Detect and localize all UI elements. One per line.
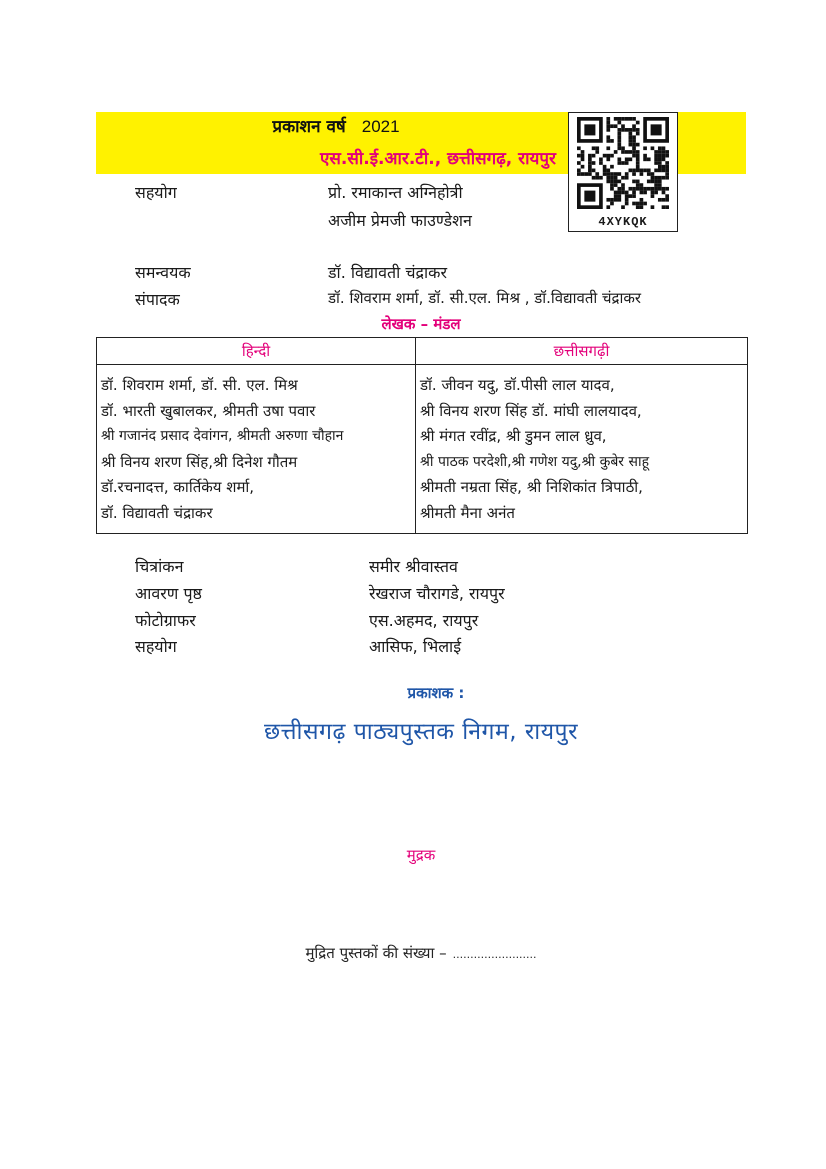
author-line: श्रीमती मैना अनंत xyxy=(420,503,515,522)
credit-label: फोटोग्राफर xyxy=(135,611,196,630)
chhattisgarhi-authors xyxy=(416,365,748,534)
publisher-org: एस.सी.ई.आर.टी., छत्तीसगढ़, रायपुर xyxy=(319,149,556,169)
credit-value: डॉ. विद्यावती चंद्राकर xyxy=(328,263,448,282)
author-board-table xyxy=(96,337,748,534)
author-line: श्री विनय शरण सिंह,श्री दिनेश गौतम xyxy=(101,452,298,471)
author-line: श्री विनय शरण सिंह डॉ. मांघी लालयादव, xyxy=(420,401,642,420)
qr-code-icon xyxy=(577,117,669,209)
printed-copies-blank: ........................ xyxy=(452,948,537,961)
author-line: डॉ. शिवराम शर्मा, डॉ. सी. एल. मिश्र xyxy=(101,376,298,394)
publication-year-label: प्रकाशन वर्ष xyxy=(272,117,346,137)
author-line: श्रीमती नम्रता सिंह, श्री निशिकांत त्रिपाठी, xyxy=(420,478,643,497)
publication-year xyxy=(96,114,576,137)
credit-label: संपादक xyxy=(135,290,180,309)
author-line: डॉ. भारती खुबालकर, श्रीमती उषा पवार xyxy=(101,401,316,420)
column-header-chhattisgarhi: छत्तीसगढ़ी xyxy=(416,338,748,365)
author-line: श्री गजानंद प्रसाद देवांगन, श्रीमती अरुणा चौहान xyxy=(101,428,344,445)
author-line: डॉ. जीवन यदु, डॉ.पीसी लाल यादव, xyxy=(420,376,615,394)
credit-label: सहयोग xyxy=(135,637,177,656)
credit-value: अजीम प्रेमजी फाउण्डेशन xyxy=(328,211,472,230)
credit-value: प्रो. रमाकान्त अग्निहोत्री xyxy=(328,183,463,202)
credit-value: समीर श्रीवास्तव xyxy=(369,557,458,576)
publication-year-value: 2021 xyxy=(361,117,400,136)
credit-value: आसिफ, भिलाई xyxy=(369,637,462,656)
author-board-heading: लेखक – मंडल xyxy=(381,315,461,333)
credit-value: रेखराज चौरागडे, रायपुर xyxy=(369,584,505,603)
printed-copies xyxy=(96,943,746,963)
credit-label: चित्रांकन xyxy=(135,557,184,576)
credit-label: समन्वयक xyxy=(135,263,191,282)
publisher-label: प्रकाशक : xyxy=(407,684,465,702)
printed-copies-label: मुद्रित पुस्तकों की संख्या – xyxy=(305,944,447,962)
credit-value: एस.अहमद, रायपुर xyxy=(369,611,479,630)
author-line: डॉ.रचनादत्त, कार्तिकेय शर्मा, xyxy=(101,478,255,497)
author-line: श्री मंगत रवींद्र, श्री डुमन लाल ध्रुव, xyxy=(420,427,607,446)
column-header-hindi: हिन्दी xyxy=(97,338,416,365)
printer-label: मुद्रक xyxy=(406,846,436,864)
qr-code xyxy=(568,112,678,232)
credit-value: डॉ. शिवराम शर्मा, डॉ. सी.एल. मिश्र , डॉ.विद्यावती चंद्राकर xyxy=(328,289,642,307)
credit-label: सहयोग xyxy=(135,183,177,202)
publisher-name: छत्तीसगढ़ पाठ्यपुस्तक निगम, रायपुर xyxy=(263,719,579,745)
author-line: डॉ. विद्यावती चंद्राकर xyxy=(101,503,213,522)
author-line: श्री पाठक परदेशी,श्री गणेश यदु,श्री कुबेर साहू xyxy=(420,453,650,470)
hindi-authors xyxy=(97,365,416,534)
credit-label: आवरण पृष्ठ xyxy=(135,584,202,603)
qr-code-text: 4XYKQK xyxy=(598,215,648,229)
